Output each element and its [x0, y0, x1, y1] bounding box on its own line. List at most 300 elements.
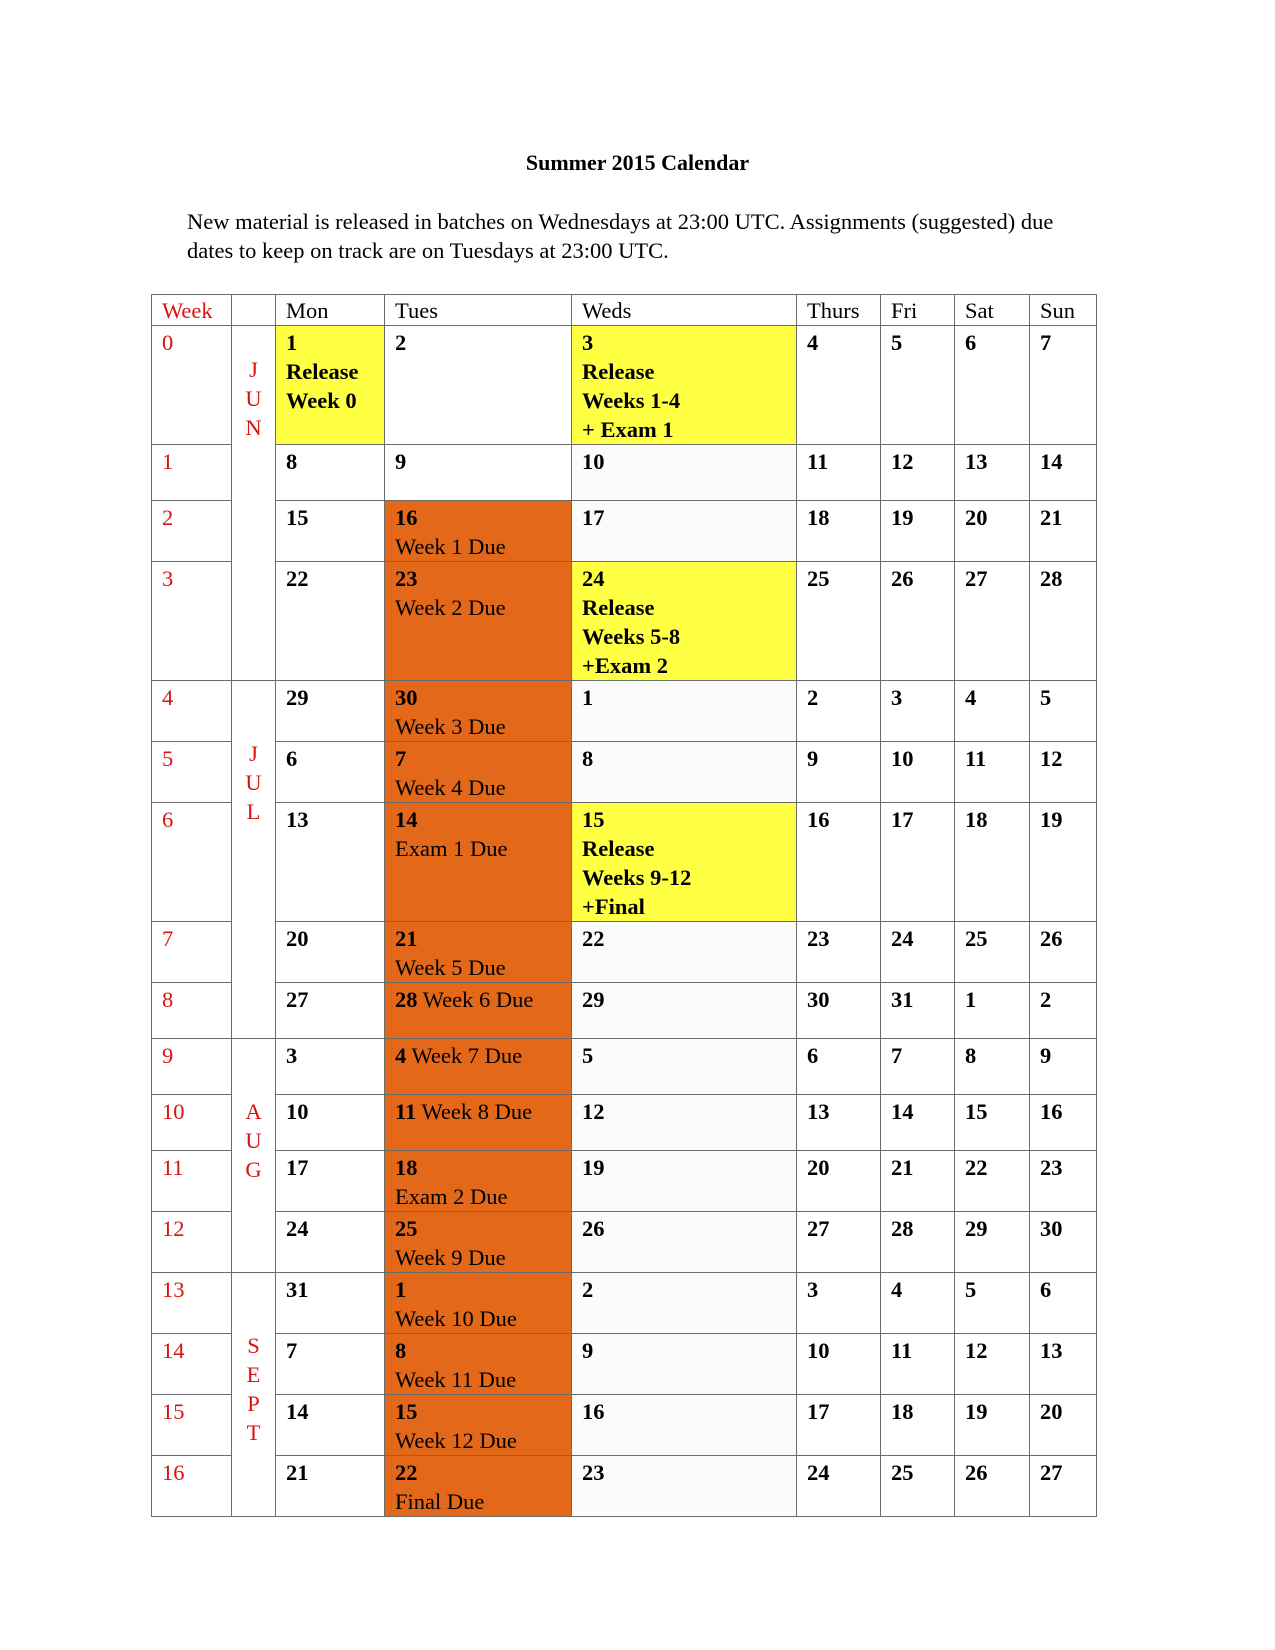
event-label: Week 12 Due [395, 1428, 517, 1453]
month-letter: U [245, 770, 262, 795]
day-cell [955, 983, 1030, 1039]
day-cell [955, 1095, 1030, 1151]
day-number: 31 [286, 1277, 309, 1302]
day-cell [276, 922, 385, 983]
day-cell [276, 681, 385, 742]
day-cell [881, 1334, 955, 1395]
event-label: Week 9 Due [395, 1245, 506, 1270]
day-number: 24 [807, 1460, 830, 1485]
day-cell [276, 1334, 385, 1395]
week-number: 11 [152, 1151, 232, 1212]
day-number: 6 [807, 1043, 819, 1068]
day-cell [572, 803, 797, 922]
day-number: 18 [965, 807, 988, 832]
day-number: 25 [395, 1216, 418, 1241]
day-cell [385, 922, 572, 983]
day-number: 3 [286, 1043, 298, 1068]
day-cell [572, 742, 797, 803]
day-number: 7 [891, 1043, 903, 1068]
day-number: 5 [965, 1277, 977, 1302]
day-number: 24 [582, 566, 605, 591]
day-number: 17 [807, 1399, 830, 1424]
day-cell [276, 803, 385, 922]
day-cell [797, 742, 881, 803]
day-number: 25 [891, 1460, 914, 1485]
event-label: Week 5 Due [395, 955, 506, 980]
day-cell [881, 681, 955, 742]
day-cell [572, 562, 797, 681]
week-row [152, 922, 1097, 983]
day-number: 29 [582, 987, 605, 1012]
day-number: 11 [891, 1338, 913, 1363]
month-letter: A [245, 1099, 262, 1124]
week-row [152, 1273, 1097, 1334]
day-cell [1030, 983, 1097, 1039]
day-cell [572, 681, 797, 742]
week-row [152, 803, 1097, 922]
month-label [232, 1273, 276, 1517]
week-row [152, 1095, 1097, 1151]
day-cell [1030, 1151, 1097, 1212]
day-cell [881, 1039, 955, 1095]
day-number: 9 [395, 449, 407, 474]
day-number: 27 [1040, 1460, 1063, 1485]
day-number: 23 [395, 566, 418, 591]
day-number: 19 [891, 505, 914, 530]
week-number: 10 [152, 1095, 232, 1151]
day-cell [881, 983, 955, 1039]
day-number: 5 [891, 330, 903, 355]
day-number: 25 [807, 566, 830, 591]
day-cell [572, 1334, 797, 1395]
day-number: 4 [807, 330, 819, 355]
day-cell [1030, 1039, 1097, 1095]
day-number: 11 [395, 1099, 417, 1124]
day-cell [276, 1039, 385, 1095]
day-cell [276, 1395, 385, 1456]
day-cell [797, 1273, 881, 1334]
day-cell [276, 1212, 385, 1273]
day-cell [572, 1212, 797, 1273]
day-cell [385, 445, 572, 501]
day-number: 28 [891, 1216, 914, 1241]
event-label: Release [582, 595, 655, 620]
day-cell [276, 1095, 385, 1151]
day-cell [276, 983, 385, 1039]
day-number: 12 [1040, 746, 1063, 771]
day-cell [1030, 1273, 1097, 1334]
day-cell [797, 983, 881, 1039]
day-cell [955, 681, 1030, 742]
day-cell [955, 1039, 1030, 1095]
day-number: 20 [965, 505, 988, 530]
day-cell [881, 445, 955, 501]
day-number: 10 [286, 1099, 309, 1124]
event-label: Week 6 Due [422, 987, 534, 1012]
day-number: 20 [286, 926, 309, 951]
week-row [152, 445, 1097, 501]
day-number: 15 [395, 1399, 418, 1424]
day-number: 7 [286, 1338, 298, 1363]
day-cell [955, 1151, 1030, 1212]
day-cell [385, 1095, 572, 1151]
month-letter: S [247, 1333, 260, 1358]
day-number: 6 [1040, 1277, 1052, 1302]
day-cell [881, 1151, 955, 1212]
event-label: Final Due [395, 1489, 485, 1514]
day-number: 3 [807, 1277, 819, 1302]
month-letter: U [245, 386, 262, 411]
day-number: 20 [1040, 1399, 1063, 1424]
day-cell [1030, 1095, 1097, 1151]
day-cell [1030, 1334, 1097, 1395]
header-day: Fri [881, 295, 955, 326]
week-row [152, 501, 1097, 562]
day-number: 19 [965, 1399, 988, 1424]
month-letter: P [247, 1391, 260, 1416]
event-label: +Exam 2 [582, 653, 668, 678]
day-cell [572, 326, 797, 445]
day-cell [797, 1151, 881, 1212]
month-letter: L [246, 799, 261, 824]
month-letter: U [245, 1128, 262, 1153]
day-number: 23 [1040, 1155, 1063, 1180]
day-number: 14 [891, 1099, 914, 1124]
day-cell [1030, 326, 1097, 445]
day-cell [1030, 922, 1097, 983]
header-day: Sun [1030, 295, 1097, 326]
day-number: 11 [965, 746, 987, 771]
day-number: 18 [807, 505, 830, 530]
day-number: 8 [582, 746, 594, 771]
week-row [152, 1212, 1097, 1273]
day-cell [385, 803, 572, 922]
day-cell [881, 1456, 955, 1517]
week-row [152, 562, 1097, 681]
week-row [152, 742, 1097, 803]
day-cell [955, 1456, 1030, 1517]
day-number: 1 [582, 685, 594, 710]
page-title: Summer 2015 Calendar [525, 150, 750, 175]
day-cell [955, 1395, 1030, 1456]
day-number: 19 [582, 1155, 605, 1180]
month-letter: E [246, 1362, 261, 1387]
calendar-table [151, 294, 1097, 1517]
week-number: 9 [152, 1039, 232, 1095]
week-number: 5 [152, 742, 232, 803]
day-cell [276, 1273, 385, 1334]
week-number: 0 [152, 326, 232, 445]
day-cell [385, 1456, 572, 1517]
day-number: 8 [395, 1338, 407, 1363]
day-number: 30 [395, 685, 418, 710]
day-cell [881, 922, 955, 983]
day-cell [797, 1039, 881, 1095]
day-number: 26 [582, 1216, 605, 1241]
day-cell [385, 562, 572, 681]
week-number: 12 [152, 1212, 232, 1273]
day-cell [1030, 1395, 1097, 1456]
day-number: 23 [807, 926, 830, 951]
day-cell [385, 501, 572, 562]
day-number: 12 [965, 1338, 988, 1363]
event-label: Week 10 Due [395, 1306, 517, 1331]
week-row [152, 1456, 1097, 1517]
event-label: Weeks 5-8 [582, 624, 681, 649]
event-label: Release [286, 359, 359, 384]
day-number: 30 [1040, 1216, 1063, 1241]
day-cell [881, 1095, 955, 1151]
day-number: 25 [965, 926, 988, 951]
day-number: 30 [807, 987, 830, 1012]
day-number: 22 [582, 926, 605, 951]
day-cell [797, 1334, 881, 1395]
day-cell [955, 445, 1030, 501]
day-number: 9 [582, 1338, 594, 1363]
event-label: Weeks 9-12 [582, 865, 692, 890]
day-cell [572, 1456, 797, 1517]
week-row [152, 681, 1097, 742]
month-letter: J [249, 357, 258, 382]
day-number: 2 [395, 330, 407, 355]
day-number: 19 [1040, 807, 1063, 832]
day-cell [1030, 1456, 1097, 1517]
day-number: 6 [286, 746, 298, 771]
day-number: 16 [582, 1399, 605, 1424]
week-number: 2 [152, 501, 232, 562]
week-row [152, 1395, 1097, 1456]
event-label: + Exam 1 [582, 417, 674, 442]
day-cell [276, 562, 385, 681]
day-number: 8 [286, 449, 298, 474]
day-cell [797, 445, 881, 501]
day-cell [797, 326, 881, 445]
day-number: 10 [807, 1338, 830, 1363]
day-cell [276, 501, 385, 562]
header-day: Sat [955, 295, 1030, 326]
week-row [152, 326, 1097, 445]
day-cell [1030, 1212, 1097, 1273]
day-number: 17 [582, 505, 605, 530]
day-number: 10 [891, 746, 914, 771]
day-cell [955, 1273, 1030, 1334]
day-number: 1 [286, 330, 298, 355]
day-number: 2 [1040, 987, 1052, 1012]
day-number: 13 [1040, 1338, 1063, 1363]
day-number: 17 [286, 1155, 309, 1180]
day-number: 12 [891, 449, 914, 474]
day-cell [276, 1151, 385, 1212]
event-label: Exam 2 Due [395, 1184, 508, 1209]
day-cell [881, 1212, 955, 1273]
month-label [232, 681, 276, 1039]
event-label: Weeks 1-4 [582, 388, 681, 413]
header-week: Week [152, 295, 232, 326]
day-cell [797, 1395, 881, 1456]
event-label: Week 8 Due [421, 1099, 533, 1124]
day-cell [797, 803, 881, 922]
day-cell [385, 1039, 572, 1095]
day-number: 2 [582, 1277, 594, 1302]
day-number: 4 [891, 1277, 903, 1302]
day-cell [1030, 445, 1097, 501]
day-number: 24 [891, 926, 914, 951]
day-cell [881, 803, 955, 922]
day-cell [385, 1151, 572, 1212]
day-number: 22 [395, 1460, 418, 1485]
week-number: 6 [152, 803, 232, 922]
week-number: 16 [152, 1456, 232, 1517]
day-number: 13 [807, 1099, 830, 1124]
event-label: Week 3 Due [395, 714, 506, 739]
day-cell [385, 326, 572, 445]
event-label: Exam 1 Due [395, 836, 508, 861]
day-number: 11 [807, 449, 829, 474]
day-number: 4 [965, 685, 977, 710]
day-cell [797, 1456, 881, 1517]
intro-paragraph: New material is released in batches on Wednesdays at 23:00 UTC. Assignments (suggested) due dates to keep on track are on Tuesdays at 23:00 UTC. [187, 209, 1054, 263]
day-number: 2 [807, 685, 819, 710]
day-number: 4 [395, 1043, 407, 1068]
day-cell [797, 562, 881, 681]
month-letter: T [246, 1420, 261, 1445]
day-number: 14 [286, 1399, 309, 1424]
day-cell [797, 681, 881, 742]
header-month [232, 295, 276, 326]
day-number: 3 [891, 685, 903, 710]
day-number: 3 [582, 330, 594, 355]
day-cell [881, 1395, 955, 1456]
day-number: 22 [965, 1155, 988, 1180]
day-cell [955, 742, 1030, 803]
day-cell [797, 1212, 881, 1273]
day-number: 28 [1040, 566, 1063, 591]
day-cell [385, 983, 572, 1039]
header-day: Thurs [797, 295, 881, 326]
day-cell [797, 1095, 881, 1151]
day-number: 5 [582, 1043, 594, 1068]
day-cell [572, 1395, 797, 1456]
day-cell [572, 1039, 797, 1095]
day-cell [572, 922, 797, 983]
day-number: 9 [1040, 1043, 1052, 1068]
day-cell [385, 1334, 572, 1395]
day-cell [955, 922, 1030, 983]
day-number: 15 [582, 807, 605, 832]
day-number: 27 [965, 566, 988, 591]
day-cell [881, 1273, 955, 1334]
day-cell [955, 326, 1030, 445]
day-cell [797, 501, 881, 562]
header-day: Weds [572, 295, 797, 326]
day-cell [1030, 681, 1097, 742]
event-label: Release [582, 836, 655, 861]
day-number: 16 [1040, 1099, 1063, 1124]
week-number: 14 [152, 1334, 232, 1395]
day-cell [881, 501, 955, 562]
day-number: 6 [965, 330, 977, 355]
day-number: 27 [807, 1216, 830, 1241]
month-letter: G [245, 1157, 262, 1182]
day-cell [955, 803, 1030, 922]
day-cell [881, 742, 955, 803]
day-cell [572, 445, 797, 501]
day-cell [881, 326, 955, 445]
day-cell [1030, 501, 1097, 562]
day-number: 26 [1040, 926, 1063, 951]
month-letter: J [249, 741, 258, 766]
week-number: 8 [152, 983, 232, 1039]
day-cell [572, 1273, 797, 1334]
day-number: 12 [582, 1099, 605, 1124]
day-number: 29 [286, 685, 309, 710]
day-number: 24 [286, 1216, 309, 1241]
day-number: 18 [891, 1399, 914, 1424]
day-cell [1030, 742, 1097, 803]
day-number: 13 [286, 807, 309, 832]
day-number: 1 [965, 987, 977, 1012]
day-number: 15 [965, 1099, 988, 1124]
day-number: 8 [965, 1043, 977, 1068]
day-cell [797, 922, 881, 983]
day-number: 28 [395, 987, 418, 1012]
week-row [152, 1151, 1097, 1212]
day-cell [572, 1095, 797, 1151]
day-cell [955, 1212, 1030, 1273]
day-cell [276, 326, 385, 445]
day-number: 22 [286, 566, 309, 591]
week-row [152, 1334, 1097, 1395]
event-label: Week 0 [286, 388, 357, 413]
day-number: 21 [1040, 505, 1063, 530]
day-number: 31 [891, 987, 914, 1012]
day-number: 7 [1040, 330, 1052, 355]
day-cell [385, 1273, 572, 1334]
week-row [152, 1039, 1097, 1095]
day-number: 9 [807, 746, 819, 771]
day-number: 26 [965, 1460, 988, 1485]
day-cell [276, 742, 385, 803]
day-cell [1030, 562, 1097, 681]
day-number: 29 [965, 1216, 988, 1241]
day-number: 21 [891, 1155, 914, 1180]
day-cell [881, 562, 955, 681]
day-cell [385, 1395, 572, 1456]
week-number: 1 [152, 445, 232, 501]
event-label: Week 1 Due [395, 534, 506, 559]
header-day: Tues [385, 295, 572, 326]
day-number: 16 [395, 505, 418, 530]
day-cell [955, 501, 1030, 562]
day-number: 23 [582, 1460, 605, 1485]
day-cell [955, 1334, 1030, 1395]
event-label: +Final [582, 894, 645, 919]
event-label: Release [582, 359, 655, 384]
day-number: 27 [286, 987, 309, 1012]
day-cell [1030, 803, 1097, 922]
day-cell [385, 742, 572, 803]
day-number: 21 [395, 926, 418, 951]
day-cell [385, 1212, 572, 1273]
day-number: 18 [395, 1155, 418, 1180]
day-number: 14 [395, 807, 418, 832]
day-number: 10 [582, 449, 605, 474]
week-number: 3 [152, 562, 232, 681]
day-number: 26 [891, 566, 914, 591]
event-label: Week 11 Due [395, 1367, 517, 1392]
day-cell [276, 445, 385, 501]
day-number: 15 [286, 505, 309, 530]
